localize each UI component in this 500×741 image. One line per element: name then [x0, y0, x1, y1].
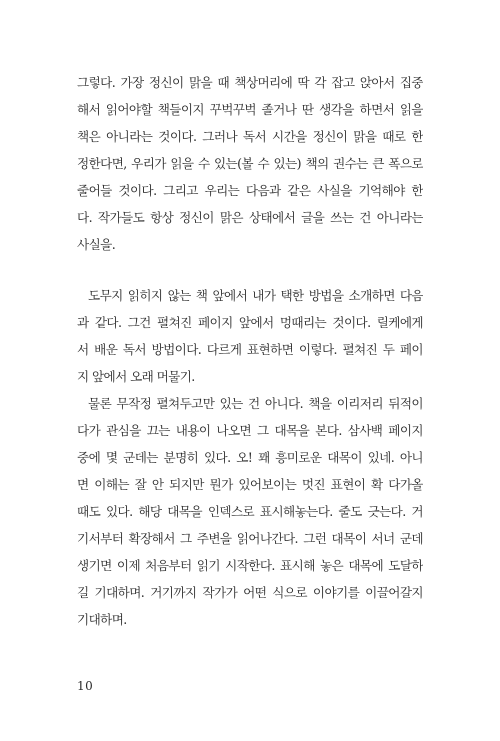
page-number: 10 — [77, 679, 94, 693]
text-line: 해서 읽어야할 책들이지 꾸벅꾸벅 졸거나 딴 생각을 하면서 읽을 — [77, 102, 423, 117]
text-line: 기서부터 확장해서 그 주변을 읽어나간다. 그런 대목이 서너 군데 — [77, 531, 423, 546]
text-line: 길 기대하며. 거기까지 작가가 어떤 식으로 이야기를 이끌어갈지 — [77, 585, 423, 600]
text-line: 물론 무작정 펼쳐두고만 있는 건 아니다. 책을 이리저리 뒤적이 — [88, 396, 423, 411]
text-line: 지 앞에서 오래 머물기. — [77, 369, 195, 384]
text-line: 생기면 이제 처음부터 읽기 시작한다. 표시해 놓은 대목에 도달하 — [77, 558, 423, 573]
text-line: 과 같다. 그건 펼쳐진 페이지 앞에서 멍때리는 것이다. 릴케에게 — [77, 315, 423, 330]
text-line: 도무지 읽히지 않는 책 앞에서 내가 택한 방법을 소개하면 다음 — [88, 288, 423, 303]
text-line: 줄어들 것이다. 그리고 우리는 다음과 같은 사실을 기억해야 한 — [77, 183, 423, 198]
text-line: 다. 작가들도 항상 정신이 맑은 상태에서 글을 쓰는 건 아니라는 — [77, 210, 423, 225]
text-line: 기대하며. — [77, 612, 127, 627]
text-line: 중에 몇 군데는 분명히 있다. 오! 꽤 흥미로운 대목이 있네. 아니 — [77, 450, 423, 465]
text-line: 사실을. — [77, 237, 116, 252]
text-line: 서 배운 독서 방법이다. 다르게 표현하면 이렇다. 펼쳐진 두 페이 — [77, 342, 423, 357]
text-line: 때도 있다. 해당 대목을 인덱스로 표시해놓는다. 줄도 긋는다. 거 — [77, 504, 423, 519]
text-line: 정한다면, 우리가 읽을 수 있는(볼 수 있는) 책의 권수는 큰 폭으로 — [77, 156, 423, 171]
text-line: 그렇다. 가장 정신이 맑을 때 책상머리에 딱 각 잡고 앉아서 집중 — [77, 75, 423, 90]
text-line: 다가 관심을 끄는 내용이 나오면 그 대목을 본다. 삼사백 페이지 — [77, 423, 423, 438]
text-line: 면 이해는 잘 안 되지만 뭔가 있어보이는 멋진 표현이 확 다가올 — [77, 477, 423, 492]
text-line: 책은 아니라는 것이다. 그러나 독서 시간을 정신이 맑을 때로 한 — [77, 129, 423, 144]
